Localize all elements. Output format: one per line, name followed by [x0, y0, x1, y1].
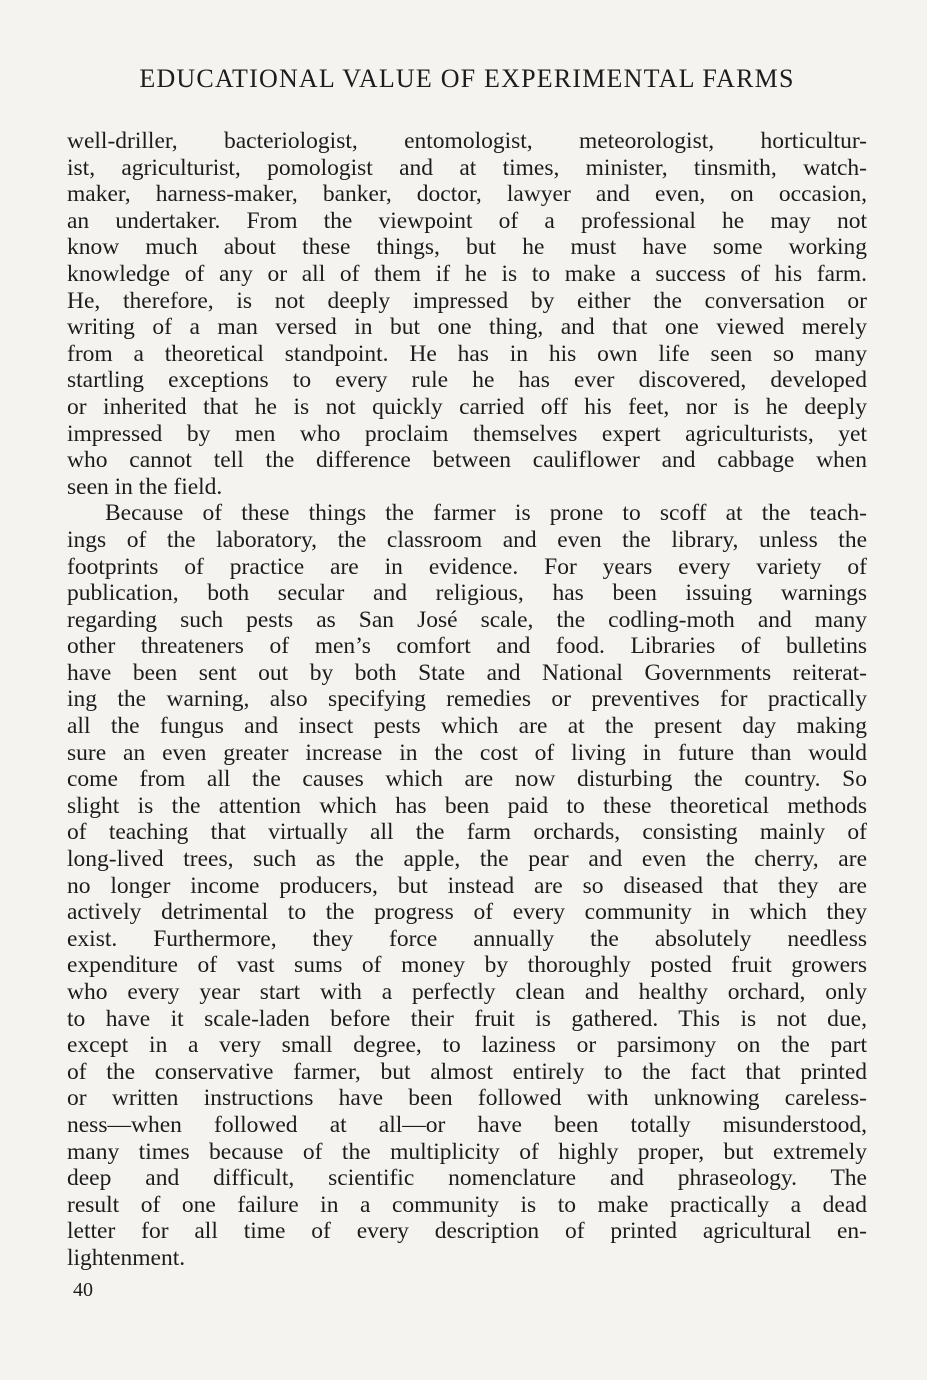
text-line: Because of these things the farmer is prone to scoff at the teach- [105, 500, 867, 527]
text-line: slight is the attention which has been paid to these theoretical methods [67, 792, 867, 819]
text-line: ness—when followed at all—or have been totally misunderstood, [67, 1111, 867, 1138]
text-line: startling exceptions to every rule he has ever discovered, developed [67, 367, 867, 394]
text-line: ings of the laboratory, the classroom and even the library, unless the [67, 526, 867, 553]
text-line: ing the warning, also specifying remedies or preventives for practically [67, 686, 867, 713]
text-line: maker, harness-maker, banker, doctor, lawyer and even, on occasion, [67, 181, 867, 208]
text-line: expenditure of vast sums of money by thoroughly posted fruit growers [67, 952, 867, 979]
text-line: long-lived trees, such as the apple, the pear and even the cherry, are [67, 846, 867, 873]
text-line: He, therefore, is not deeply impressed by either the conversation or [67, 287, 867, 314]
text-line: of teaching that virtually all the farm orchards, consisting mainly of [67, 819, 867, 846]
text-line: of the conservative farmer, but almost entirely to the fact that printed [67, 1058, 867, 1085]
text-line: know much about these things, but he must have some working [67, 234, 867, 261]
text-line: other threateners of men’s comfort and food. Libraries of bulletins [67, 633, 867, 660]
text-line: have been sent out by both State and National Governments reiterat- [67, 659, 867, 686]
text-line: writing of a man versed in but one thing, and that one viewed merely [67, 314, 867, 341]
text-line: or written instructions have been followed with unknowing careless- [67, 1085, 867, 1112]
text-line: regarding such pests as San José scale, the codling-moth and many [67, 606, 867, 633]
text-line: from a theoretical standpoint. He has in his own life seen so many [67, 340, 867, 367]
text-line: except in a very small degree, to laziness or parsimony on the part [67, 1032, 867, 1059]
text-line: to have it scale-laden before their fruit is gathered. This is not due, [67, 1005, 867, 1032]
text-line: knowledge of any or all of them if he is to make a success of his farm. [67, 260, 867, 287]
page-number: 40 [73, 1279, 93, 1301]
body-text [67, 128, 867, 1272]
text-line: impressed by men who proclaim themselves expert agriculturists, yet [67, 420, 867, 447]
text-line: publication, both secular and religious, has been issuing warnings [67, 580, 867, 607]
text-line: all the fungus and insect pests which are at the present day making [67, 713, 867, 740]
text-line: result of one failure in a community is to make practically a dead [67, 1191, 867, 1218]
text-line: footprints of practice are in evidence. For years every variety of [67, 553, 867, 580]
text-line: well-driller, bacteriologist, entomologist, meteorologist, horticultur- [67, 128, 867, 154]
paragraph [67, 128, 867, 500]
text-line: exist. Furthermore, they force annually the absolutely needless [67, 925, 867, 952]
text-line: who every year start with a perfectly clean and healthy orchard, only [67, 979, 867, 1005]
text-line: or inherited that he is not quickly carried off his feet, nor is he deeply [67, 393, 867, 420]
text-line: actively detrimental to the progress of every community in which they [67, 899, 867, 926]
text-line: sure an even greater increase in the cost of living in future than would [67, 739, 867, 766]
text-line: many times because of the multiplicity of highly proper, but extremely [67, 1138, 867, 1165]
text-line: deep and difficult, scientific nomenclature and phraseology. The [67, 1165, 867, 1192]
running-head: EDUCATIONAL VALUE OF EXPERIMENTAL FARMS [139, 64, 795, 93]
paragraph [67, 500, 867, 1271]
text-line: come from all the causes which are now disturbing the country. So [67, 766, 867, 793]
text-line: no longer income producers, but instead are so diseased that they are [67, 872, 867, 899]
text-line: ist, agriculturist, pomologist and at times, minister, tinsmith, watch- [67, 154, 867, 181]
text-line: letter for all time of every description of printed agricultural en- [67, 1218, 867, 1245]
text-line: an undertaker. From the viewpoint of a professional he may not [67, 207, 867, 234]
text-line: lightenment. [67, 1244, 186, 1271]
text-line: seen in the field. [67, 473, 223, 500]
text-line: who cannot tell the difference between cauliflower and cabbage when [67, 447, 867, 474]
